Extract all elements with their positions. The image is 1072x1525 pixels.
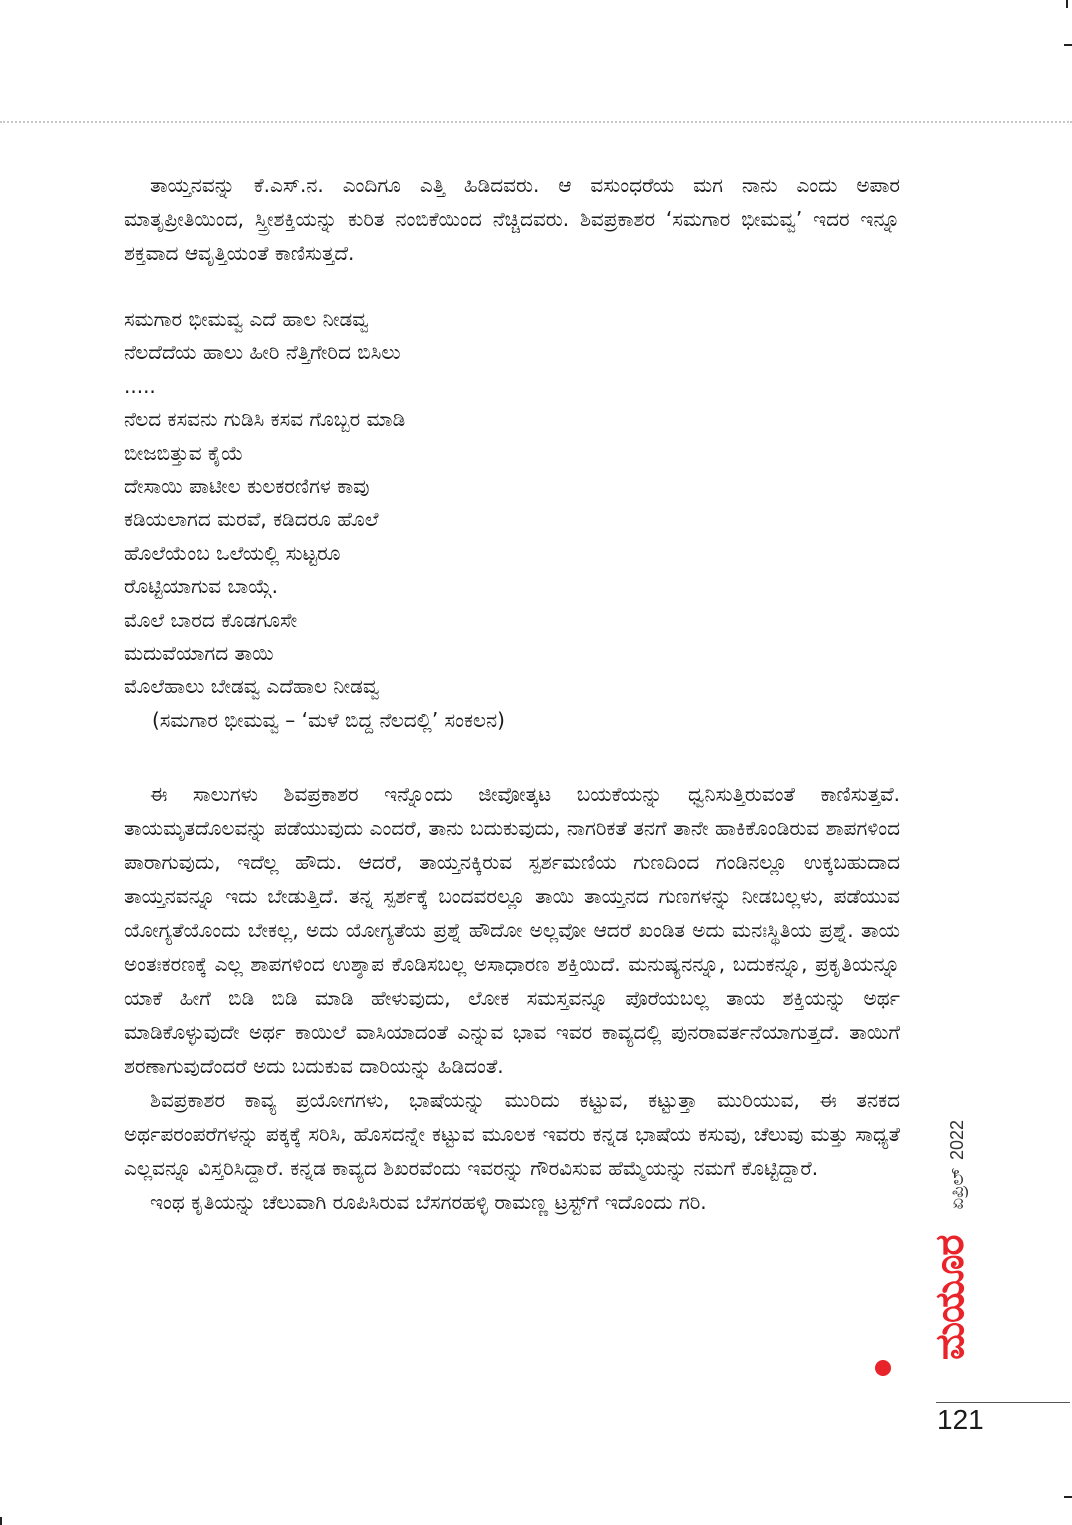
issue-month: ಏಪ್ರಿಲ್ xyxy=(947,1168,968,1210)
crop-mark-bottom-left xyxy=(0,1517,2,1525)
text-line: ಇದು ಬೇಡುತ್ತಿದೆ. ತನ್ನ ಸ್ಪರ್ಶಕ್ಕೆ ಬಂದವರಲ್ಲೂ ತಾಯಿ ತಾಯ್ತನದ ಗುಣಗಳನ್ನು ನೀಡಬಲ್ಲಳು, xyxy=(225,884,824,908)
crop-mark-right-top xyxy=(1064,44,1072,46)
poem-line: ನೆಲದ ಕಸವನು ಗುಡಿಸಿ ಕಸವ ಗೊಬ್ಬರ ಮಾಡಿ xyxy=(124,407,406,432)
magazine-sidebar xyxy=(926,1100,974,1380)
text-line: ಪಡೆಯುವ ಯೋಗ್ಯತೆಯೊಂದು ಬೇಕಲ್ಲ, ಅದು ಯೋಗ್ಯತೆಯ ಪ್ರಶ್ನೆ ಹೌದೋ ಅಲ್ಲವೋ xyxy=(124,884,901,942)
poem-line: ಸಮಗಾರ ಭೀಮವ್ವ ಎದೆ ಹಾಲ ನೀಡವ್ವ xyxy=(124,307,369,331)
poem-quotation xyxy=(124,303,824,737)
paragraph-3 xyxy=(124,1083,900,1185)
paragraph-1 xyxy=(124,168,900,270)
crop-mark-right-bottom xyxy=(1064,1496,1072,1498)
text-line: ನಾಗರಿಕತೆ ತನಗೆ ತಾನೇ ಹಾಕಿಕೊಂಡಿರುವ ಶಾಪಗಳಿಂದ ಪಾರಾಗುವುದು, ಇದೆಲ್ಲ ಹೌದು. ಆದರೆ, xyxy=(124,816,901,874)
text-line: ‘ಸಮಗಾರ ಭೀಮವ್ವ’ ಇದರ ಇನ್ನೂ ಶಕ್ತವಾದ ಆವೃತ್ತಿಯಂತೆ ಕಾಣಿಸುತ್ತದೆ. xyxy=(124,207,901,265)
header-dotted-rule xyxy=(0,121,1072,123)
crop-mark-top-right xyxy=(1066,0,1068,8)
poem-line: ಕಡಿಯಲಾಗದ ಮರವೆ, ಕಡಿದರೂ ಹೊಲೆ xyxy=(124,507,379,532)
text-line: ಶಿವಪ್ರಕಾಶರ ಕಾವ್ಯ ಪ್ರಯೋಗಗಳು, ಭಾಷೆಯನ್ನು ಮುರಿದು ಕಟ್ಟುವ, ಕಟ್ಟುತ್ತಾ ಮುರಿಯುವ, xyxy=(150,1088,800,1112)
magazine-logo: ಮಯೂರ xyxy=(927,1235,973,1361)
poem-line: ಮದುವೆಯಾಗದ ತಾಯಿ xyxy=(124,641,274,666)
poem-source: (ಸಮಗಾರ ಭೀಮವ್ವ – ‘ಮಳೆ ಬಿದ್ದ ನೆಲದಲ್ಲಿ’ ಸಂಕಲನ) xyxy=(152,707,505,732)
folio-rule xyxy=(936,1402,1070,1403)
text-line: ಹಿಡಿದಂತೆ. xyxy=(437,1054,504,1078)
paragraph-intro xyxy=(124,168,900,270)
poem-line: ರೊಟ್ಟಿಯಾಗುವ ಬಾಯ್ಗೆ. xyxy=(124,574,278,599)
poem-line: ನೆಲದೆದೆಯ ಹಾಲು ಹೀರಿ ನೆತ್ತಿಗೇರಿದ ಬಿಸಿಲು xyxy=(124,340,401,365)
paragraph-4 xyxy=(124,1185,900,1219)
poem-line: ಬೀಜಬಿತ್ತುವ ಕೈಯೆ xyxy=(124,440,244,465)
poem-line: ..... xyxy=(124,373,156,398)
text-line: ತಾಯ್ತನವನ್ನು ಕೆ.ಎಸ್.ನ. ಎಂದಿಗೂ ಎತ್ತಿ ಹಿಡಿದವರು. ಆ ವಸುಂಧರೆಯ ಮಗ ನಾನು ಎಂದು xyxy=(150,173,838,197)
paragraph-body xyxy=(124,777,900,1219)
text-line: ಕೊಡಿಸಬಲ್ಲ ಅಸಾಧಾರಣ ಶಕ್ತಿಯಿದೆ. ಮನುಷ್ಯನನ್ನೂ, ಬದುಕನ್ನೂ, ಪ್ರಕೃತಿಯನ್ನೂ ಯಾಕೆ xyxy=(124,952,901,1010)
poem-line: ಮೊಲೆಹಾಲು ಬೇಡವ್ವ ಎದೆಹಾಲ ನೀಡವ್ವ xyxy=(124,674,380,699)
poem-line: ಮೊಲೆ ಬಾರದ ಕೊಡಗೂಸೇ xyxy=(124,607,298,632)
text-line: ತಾಯ್ತನಕ್ಕಿರುವ ಸ್ಪರ್ಶಮಣಿಯ ಗುಣದಿಂದ ಗಂಡಿನಲ್ಲೂ ಉಕ್ಕಬಹುದಾದ ತಾಯ್ತನವನ್ನೂ xyxy=(124,850,900,908)
text-line: ಅಪಾರ ಮಾತೃಪ್ರೀತಿಯಿಂದ, ಸ್ತ್ರೀಶಕ್ತಿಯನ್ನು ಕುರಿತ ನಂಬಿಕೆಯಿಂದ ನೆಚ್ಚಿದವರು. ಶಿವಪ್ರಕಾಶರ xyxy=(124,173,900,231)
text-line: ಕಾಣಿಸುತ್ತವೆ. ತಾಯಮೃತದೊಲವನ್ನು ಪಡೆಯುವುದು ಎಂದರೆ, ತಾನು ಬದುಕುವುದು, xyxy=(124,782,900,840)
text-line: ಈ ಸಾಲುಗಳು ಶಿವಪ್ರಕಾಶರ ಇನ್ನೊಂದು ಜೀವೋತ್ಕಟ ಬಯಕೆಯನ್ನು ಧ್ವನಿಸುತ್ತಿರುವಂತೆ xyxy=(150,782,795,806)
paragraph-2 xyxy=(124,777,900,1083)
poem-line: ದೇಸಾಯಿ ಪಾಟೀಲ ಕುಲಕರಣಿಗಳ ಕಾವು xyxy=(124,474,370,499)
text-line: ಹೀಗೆ ಬಿಡಿ ಬಿಡಿ ಮಾಡಿ ಹೇಳುವುದು, ಲೋಕ ಸಮಸ್ತವನ್ನೂ ಪೊರೆಯಬಲ್ಲ ತಾಯ ಶಕ್ತಿಯನ್ನು xyxy=(179,986,847,1010)
page-number: 121 xyxy=(937,1404,984,1435)
text-line: ಅರ್ಥ ಮಾಡಿಕೊಳ್ಳುವುದೇ ಅರ್ಥ ಕಾಯಿಲೆ ವಾಸಿಯಾದಂತೆ ಎನ್ನುವ ಭಾವ ಇವರ ಕಾವ್ಯದಲ್ಲಿ xyxy=(124,986,901,1044)
text-line: ಈ ತನಕದ ಅರ್ಥಪರಂಪರೆಗಳನ್ನು ಪಕ್ಕಕ್ಕೆ ಸರಿಸಿ, ಹೊಸದನ್ನೇ ಕಟ್ಟುವ ಮೂಲಕ ಇವರು ಕನ್ನಡ xyxy=(124,1088,901,1146)
text-line: ಶಿಖರವೆಂದು ಇವರನ್ನು ಗೌರವಿಸುವ ಹೆಮ್ಮೆಯನ್ನು ನಮಗೆ ಕೊಟ್ಟಿದ್ದಾರೆ. xyxy=(383,1156,819,1180)
end-of-article-dot-icon xyxy=(875,1360,891,1376)
poem-line: ಹೊಲೆಯೆಂಬ ಒಲೆಯಲ್ಲಿ ಸುಟ್ಟರೂ xyxy=(124,540,341,565)
text-line: ಪುನರಾವರ್ತನೆಯಾಗುತ್ತದೆ. ತಾಯಿಗೆ ಶರಣಾಗುವುದೆಂದರೆ ಅದು ಬದುಕುವ ದಾರಿಯನ್ನು xyxy=(124,1020,901,1078)
text-line: ಇಂಥ ಕೃತಿಯನ್ನು ಚೆಲುವಾಗಿ ರೂಪಿಸಿರುವ ಬೆಸಗರಹಳ್ಳಿ ರಾಮಣ್ಣ ಟ್ರಸ್ಟ್‌ಗೆ ಇದೊಂದು ಗರಿ. xyxy=(150,1190,707,1214)
text-line: ಆದರೆ ಖಂಡಿತ ಅದು ಮನಃಸ್ಥಿತಿಯ ಪ್ರಶ್ನೆ. ತಾಯ ಅಂತಃಕರಣಕ್ಕೆ ಎಲ್ಲ ಶಾಪಗಳಿಂದ ಉಶ್ಶಾಪ xyxy=(124,918,901,976)
issue-year: 2022 xyxy=(947,1119,967,1161)
sidebar-vertical-text xyxy=(927,1120,973,1360)
text-line: ಭಾಷೆಯ ಕಸುವು, ಚೆಲುವು ಮತ್ತು ಸಾಧ್ಯತೆ ಎಲ್ಲವನ್ನೂ ವಿಸ್ತರಿಸಿದ್ದಾರೆ. ಕನ್ನಡ ಕಾವ್ಯದ xyxy=(124,1122,900,1180)
